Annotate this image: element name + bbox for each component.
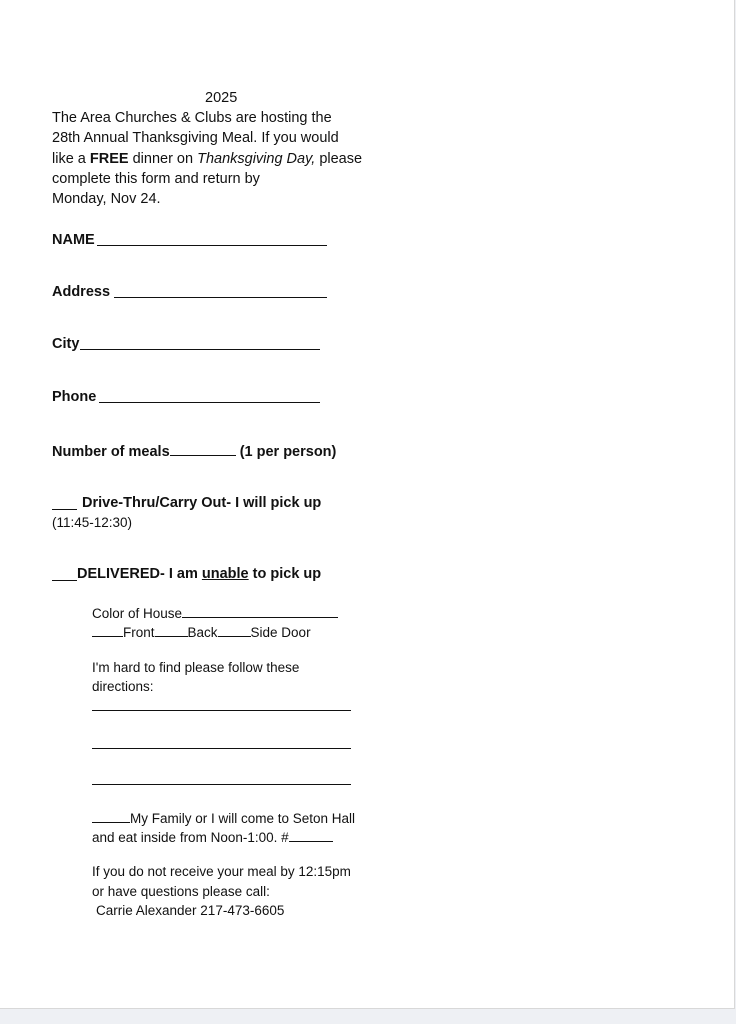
city-field-line[interactable] bbox=[80, 349, 320, 350]
dine-in-line-1 bbox=[92, 808, 355, 827]
delivered-post: to pick up bbox=[248, 566, 322, 582]
phone-field-line[interactable] bbox=[99, 402, 320, 403]
side-door-checkline[interactable] bbox=[218, 622, 251, 637]
dine-in-count-line[interactable] bbox=[289, 827, 333, 842]
drive-thru-checkline[interactable] bbox=[52, 509, 77, 510]
drive-thru-time: (11:45-12:30) bbox=[52, 515, 133, 530]
back-door-checkline[interactable] bbox=[155, 622, 188, 637]
front-door-label: Front bbox=[123, 625, 155, 640]
address-field-label: Address bbox=[52, 284, 111, 300]
drive-thru-label: Drive-Thru/Carry Out- I will pick up bbox=[82, 495, 322, 511]
meals-label-text: Number of meals bbox=[52, 444, 170, 460]
free-emphasis: FREE bbox=[89, 151, 129, 167]
side-door-label: Side Door bbox=[250, 625, 311, 640]
back-door-label: Back bbox=[187, 625, 218, 640]
unable-emphasis: unable bbox=[201, 566, 249, 582]
intro-line-3-post: please bbox=[315, 151, 363, 167]
delivered-label bbox=[77, 565, 321, 583]
door-options bbox=[92, 622, 311, 641]
meals-field-label bbox=[52, 441, 336, 461]
contact-line-1: If you do not receive your meal by 12:15pm bbox=[92, 864, 351, 879]
intro-line-3 bbox=[52, 150, 362, 168]
contact-line-2: or have questions please call: bbox=[92, 884, 270, 899]
dine-in-checkline[interactable] bbox=[92, 808, 130, 823]
intro-line-5: Monday, Nov 24. bbox=[52, 191, 161, 207]
address-field-line[interactable] bbox=[114, 297, 327, 298]
meals-field-line[interactable] bbox=[170, 441, 236, 456]
name-field-line[interactable] bbox=[97, 245, 327, 246]
house-color-text: Color of House bbox=[92, 606, 183, 621]
dine-in-text: My Family or I will come to Seton Hall bbox=[130, 811, 356, 826]
directions-blank-3[interactable] bbox=[92, 784, 351, 785]
intro-line-3-pre: like a bbox=[52, 151, 90, 167]
intro-line-2: 28th Annual Thanksgiving Meal. If you would bbox=[52, 130, 339, 146]
meals-note: (1 per person) bbox=[239, 444, 337, 460]
phone-field-label: Phone bbox=[52, 389, 97, 405]
delivered-checkline[interactable] bbox=[52, 580, 77, 581]
dine-in-line-2 bbox=[92, 827, 333, 846]
intro-line-1: The Area Churches & Clubs are hosting the bbox=[52, 110, 332, 126]
directions-blank-2[interactable] bbox=[92, 748, 351, 749]
intro-line-3-mid: dinner on bbox=[128, 151, 198, 167]
delivered-pre: DELIVERED- I am bbox=[77, 566, 202, 582]
year-heading: 2025 bbox=[205, 90, 238, 106]
city-field-label: City bbox=[52, 336, 80, 352]
dine-in-count-label: and eat inside from Noon-1:00. # bbox=[92, 830, 289, 845]
directions-line-2: directions: bbox=[92, 679, 154, 694]
name-field-label: NAME bbox=[52, 232, 95, 248]
intro-line-4: complete this form and return by bbox=[52, 171, 260, 187]
directions-line-1: I'm hard to find please follow these bbox=[92, 660, 300, 675]
house-color-label bbox=[92, 603, 338, 622]
thanksgiving-day-emphasis: Thanksgiving Day, bbox=[197, 151, 316, 167]
house-color-line[interactable] bbox=[182, 603, 338, 618]
front-door-checkline[interactable] bbox=[92, 622, 123, 637]
contact-line-3: Carrie Alexander 217-473-6605 bbox=[96, 903, 285, 918]
directions-blank-1[interactable] bbox=[92, 710, 351, 711]
